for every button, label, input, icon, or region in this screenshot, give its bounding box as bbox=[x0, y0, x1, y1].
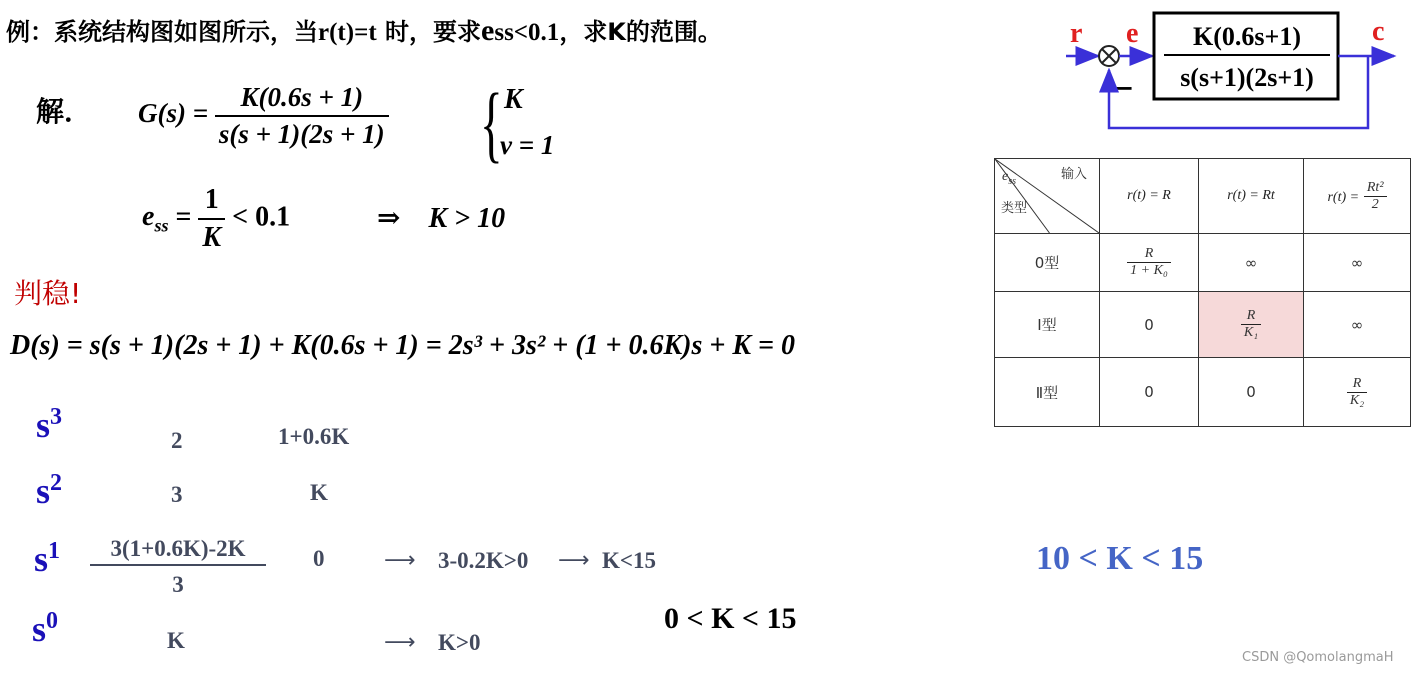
implies-arrow: ⇒ K > 10 bbox=[377, 203, 506, 234]
minus-sign: − bbox=[1114, 74, 1135, 102]
block-diagram bbox=[1060, 10, 1420, 135]
header-ramp-input: r(t) = Rt bbox=[1199, 159, 1304, 234]
routh-cond1: 3-0.2K>0 bbox=[438, 548, 529, 573]
header-step-input: r(t) = R bbox=[1100, 159, 1199, 234]
ess-result: K > 10 bbox=[428, 203, 506, 234]
title-e: e bbox=[481, 14, 495, 47]
routh-arrow-1: ⟶ bbox=[384, 548, 416, 573]
routh-row-s3-label: $s^3$ bbox=[36, 404, 63, 445]
routh-row-s0-label: $s^0$ bbox=[32, 608, 59, 649]
steady-state-error-equation: $e_{ss}$ = $\frac{1}{K}$ < 0.1 bbox=[142, 184, 291, 253]
header-type: 类型 bbox=[1001, 201, 1028, 216]
tf-numerator: K(0.6s+1) bbox=[1193, 22, 1301, 51]
ess-rhs: < 0.1 bbox=[232, 201, 291, 233]
g-numerator: K(0.6s + 1) bbox=[215, 82, 389, 117]
routh-s1-c1-num: 3(1+0.6K)-2K bbox=[90, 536, 266, 566]
routh-s1-c1-den: 3 bbox=[172, 572, 184, 597]
table-row bbox=[995, 358, 1411, 427]
tf-denominator: s(s+1)(2s+1) bbox=[1180, 63, 1314, 92]
error-e-label: e bbox=[1126, 18, 1139, 49]
type0-ramp-error: ∞ bbox=[1199, 234, 1304, 292]
brace-k: K bbox=[504, 84, 523, 115]
type0-accel-error: ∞ bbox=[1304, 234, 1411, 292]
header-input: 输入 bbox=[1061, 167, 1088, 182]
ess-denominator: K bbox=[202, 222, 222, 253]
routh-s1-c2: 0 bbox=[313, 546, 325, 571]
header-ess: $e_{ss}$ bbox=[1002, 169, 1017, 187]
table-row bbox=[995, 234, 1411, 292]
steady-state-error-table bbox=[994, 158, 1411, 427]
type2-step-error: 0 bbox=[1100, 358, 1199, 427]
open-loop-tf-equation bbox=[138, 82, 389, 150]
routh-s0-c1: K bbox=[167, 628, 185, 653]
type1-accel-error: ∞ bbox=[1304, 292, 1411, 358]
table-row bbox=[995, 292, 1411, 358]
g-lhs: G(s) = bbox=[138, 98, 209, 129]
problem-statement bbox=[6, 12, 722, 48]
ess-equals: = bbox=[175, 201, 192, 233]
input-r-label: r bbox=[1070, 18, 1083, 49]
routh-arrow-2: ⟶ bbox=[558, 548, 590, 573]
routh-s1-c1 bbox=[90, 536, 266, 598]
brace-v: v = 1 bbox=[500, 130, 555, 160]
summing-junction bbox=[1099, 46, 1119, 66]
routh-s2-c1: 3 bbox=[171, 482, 183, 507]
header-accel-input: r(t) = $\frac{\text{Rt²}}{2}$ bbox=[1304, 159, 1411, 234]
title-input: r(t)=t bbox=[318, 19, 377, 46]
table-header-corner bbox=[995, 159, 1100, 234]
ess-sub: ss bbox=[154, 216, 169, 237]
brace: { bbox=[480, 75, 503, 171]
stability-label: 判稳! bbox=[14, 277, 82, 310]
type0-step-error: $\frac{R}{\text{1 + K₀}}$ bbox=[1100, 234, 1199, 292]
type-1-label: Ⅰ型 bbox=[995, 292, 1100, 358]
ess-numerator: 1 bbox=[198, 184, 225, 220]
stable-range-result: 0 < K < 15 bbox=[664, 602, 797, 635]
solution-label: 解． bbox=[36, 95, 93, 128]
title-suffix: ，求K的范围。 bbox=[559, 18, 722, 46]
output-c-label: c bbox=[1372, 16, 1385, 47]
routh-s2-c2: K bbox=[310, 480, 328, 505]
routh-cond0: K>0 bbox=[438, 630, 481, 655]
routh-s3-c2: 1+0.6K bbox=[278, 424, 350, 449]
watermark: CSDN @QomolangmaH bbox=[1242, 650, 1394, 665]
routh-row-s1-label: $s^1$ bbox=[34, 538, 61, 579]
routh-cond1-result: K<15 bbox=[602, 548, 656, 573]
title-cond: ss<0.1 bbox=[494, 19, 560, 46]
routh-arrow-3: ⟶ bbox=[384, 630, 416, 655]
type1-ramp-error: $\frac{R}{\text{K₁}}$ bbox=[1199, 292, 1304, 358]
type-0-label: 0型 bbox=[995, 234, 1100, 292]
type2-ramp-error: 0 bbox=[1199, 358, 1304, 427]
type1-step-error: 0 bbox=[1100, 292, 1199, 358]
characteristic-equation: D(s) = s(s + 1)(2s + 1) + K(0.6s + 1) = 2s³ + 3s² + (1 + 0.6K)s + K = 0 bbox=[10, 330, 795, 361]
g-denominator: s(s + 1)(2s + 1) bbox=[218, 119, 385, 149]
title-prefix: 例：系统结构图如图所示，当 bbox=[6, 18, 318, 46]
routh-row-s2-label: $s^2$ bbox=[36, 470, 63, 511]
final-range-result: 10 < K < 15 bbox=[1036, 540, 1204, 577]
title-mid: 时，要求 bbox=[376, 18, 482, 46]
routh-s3-c1: 2 bbox=[171, 428, 183, 453]
type2-accel-error: $\frac{R}{\text{K₂}}$ bbox=[1304, 358, 1411, 427]
type-2-label: Ⅱ型 bbox=[995, 358, 1100, 427]
